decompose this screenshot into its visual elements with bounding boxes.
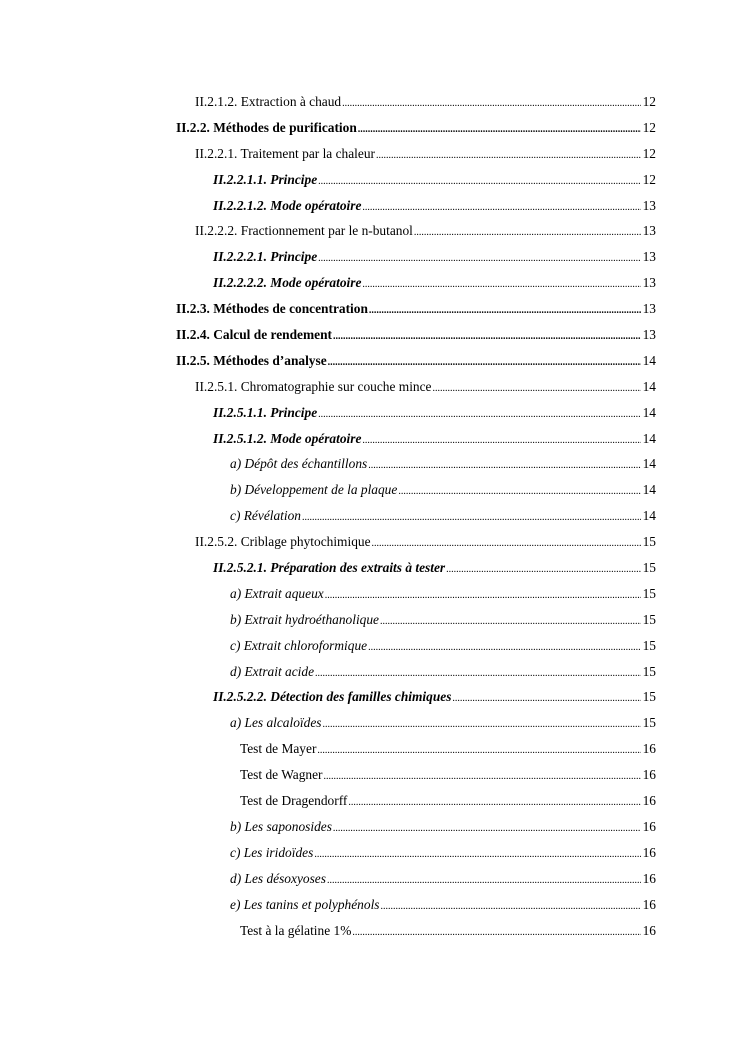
toc-entry-title: II.2.2.1.1. Principe: [213, 171, 318, 187]
toc-entry-title: II.2.5.2.1. Préparation des extraits à tester: [213, 560, 446, 576]
toc-entry-title: d) Les désoxyoses: [230, 870, 326, 886]
toc-entry[interactable]: [176, 167, 656, 193]
dot-leader: [362, 428, 640, 454]
dot-leader: [333, 324, 641, 350]
dot-leader: [328, 350, 641, 376]
dot-leader: [323, 712, 641, 738]
dot-leader: [327, 868, 641, 894]
toc-entry[interactable]: [176, 788, 656, 814]
dot-leader: [398, 479, 640, 505]
toc-entry-page: 14: [642, 404, 656, 420]
toc-entry[interactable]: [176, 710, 656, 736]
toc-entry-title: II.2.5.1. Chromatographie sur couche mince: [195, 378, 432, 394]
toc-entry-page: 12: [642, 94, 656, 109]
toc-entry[interactable]: [176, 762, 656, 788]
toc-entry-title: II.2.5.1.1. Principe: [213, 404, 318, 420]
dot-leader: [302, 505, 641, 531]
toc-entry[interactable]: [176, 218, 656, 244]
toc-entry-page: 16: [642, 818, 656, 834]
toc-entry-page: 13: [642, 275, 656, 291]
dot-leader: [317, 738, 640, 764]
toc-entry-title: Test à la gélatine 1%: [240, 922, 352, 938]
toc-entry-page: 16: [642, 844, 656, 860]
toc-entry[interactable]: [176, 244, 656, 270]
toc-entry-page: 15: [642, 534, 656, 550]
toc-entry[interactable]: [176, 322, 656, 348]
toc-entry-title: Test de Dragendorff: [240, 793, 348, 809]
toc-entry[interactable]: [176, 918, 656, 944]
toc-entry-page: 14: [642, 378, 656, 394]
toc-entry-title: II.2.1.2. Extraction à chaud: [195, 94, 342, 109]
dot-leader: [446, 557, 641, 583]
toc-entry-page: 15: [642, 611, 656, 627]
toc-entry-page: 15: [642, 637, 656, 653]
toc-entry[interactable]: [176, 892, 656, 918]
toc-entry-title: II.2.2.2.1. Principe: [213, 249, 318, 265]
dot-leader: [342, 91, 640, 117]
toc-entry[interactable]: [176, 503, 656, 529]
toc-entry-page: 13: [642, 301, 656, 317]
toc-entry-page: 13: [642, 223, 656, 239]
toc-entry-title: d) Extrait acide: [230, 663, 315, 679]
toc-entry[interactable]: [176, 374, 656, 400]
toc-entry-page: 12: [642, 171, 656, 187]
table-of-contents: [176, 89, 656, 943]
toc-entry-title: a) Les alcaloïdes: [230, 715, 322, 731]
toc-entry-title: II.2.2.2. Fractionnement par le n-butanol: [195, 223, 413, 239]
toc-entry[interactable]: [176, 348, 656, 374]
toc-entry-page: 16: [642, 767, 656, 783]
toc-entry[interactable]: [176, 477, 656, 503]
toc-entry-title: a) Dépôt des échantillons: [230, 456, 368, 472]
toc-entry[interactable]: [176, 684, 656, 710]
toc-entry[interactable]: [176, 814, 656, 840]
toc-entry-page: 13: [642, 197, 656, 213]
toc-entry-title: II.2.2.2.2. Mode opératoire: [213, 275, 362, 291]
toc-entry-title: II.2.5. Méthodes d’analyse: [176, 352, 327, 368]
toc-entry-title: c) Les iridoïdes: [230, 844, 314, 860]
toc-entry-page: 14: [642, 456, 656, 472]
toc-entry-title: b) Extrait hydroéthanolique: [230, 611, 380, 627]
dot-leader: [314, 842, 640, 868]
dot-leader: [315, 661, 641, 687]
toc-entry[interactable]: [176, 607, 656, 633]
toc-entry[interactable]: [176, 529, 656, 555]
toc-entry-title: II.2.2.1.2. Mode opératoire: [213, 197, 362, 213]
toc-entry-page: 16: [642, 793, 656, 809]
toc-entry-title: II.2.5.1.2. Mode opératoire: [213, 430, 362, 446]
toc-entry-page: 16: [642, 741, 656, 757]
toc-entry-title: II.2.2.1. Traitement par la chaleur: [195, 145, 375, 161]
toc-entry-page: 14: [642, 352, 656, 368]
dot-leader: [362, 195, 640, 221]
toc-entry-page: 14: [642, 430, 656, 446]
toc-entry-page: 12: [642, 145, 656, 161]
toc-entry-page: 12: [642, 119, 656, 135]
toc-entry-page: 15: [642, 689, 656, 705]
toc-entry-page: 16: [642, 870, 656, 886]
toc-entry-page: 16: [642, 896, 656, 912]
dot-leader: [368, 453, 640, 479]
dot-leader: [381, 894, 641, 920]
dot-leader: [362, 272, 640, 298]
toc-entry[interactable]: [176, 659, 656, 685]
toc-entry[interactable]: [176, 296, 656, 322]
toc-entry[interactable]: [176, 400, 656, 426]
dot-leader: [348, 790, 640, 816]
toc-entry-page: 14: [642, 508, 656, 524]
dot-leader: [324, 764, 641, 790]
dot-leader: [368, 635, 641, 661]
toc-entry-title: b) Les saponosides: [230, 818, 332, 834]
dot-leader: [380, 609, 641, 635]
toc-entry-title: a) Extrait aqueux: [230, 585, 324, 601]
toc-entry[interactable]: [176, 736, 656, 762]
dot-leader: [433, 376, 641, 402]
dot-leader: [352, 920, 640, 946]
toc-entry[interactable]: [176, 426, 656, 452]
toc-entry-title: II.2.5.2. Criblage phytochimique: [195, 534, 371, 550]
toc-entry-page: 15: [642, 585, 656, 601]
dot-leader: [376, 143, 641, 169]
toc-entry-title: II.2.2. Méthodes de purification: [176, 119, 357, 135]
toc-entry-title: e) Les tanins et polyphénols: [230, 896, 380, 912]
toc-entry-page: 14: [642, 482, 656, 498]
toc-entry-page: 15: [642, 560, 656, 576]
dot-leader: [333, 816, 641, 842]
toc-entry-page: 16: [642, 922, 656, 938]
toc-entry[interactable]: [176, 633, 656, 659]
dot-leader: [318, 169, 640, 195]
toc-entry-title: Test de Mayer: [240, 741, 317, 757]
toc-entry[interactable]: [176, 89, 656, 115]
toc-entry-page: 15: [642, 715, 656, 731]
toc-entry-title: Test de Wagner: [240, 767, 323, 783]
toc-entry-title: II.2.4. Calcul de rendement: [176, 327, 332, 343]
toc-entry[interactable]: [176, 115, 656, 141]
dot-leader: [318, 402, 640, 428]
toc-entry-title: b) Développement de la plaque: [230, 482, 398, 498]
toc-entry[interactable]: [176, 840, 656, 866]
dot-leader: [414, 220, 641, 246]
toc-entry[interactable]: [176, 141, 656, 167]
dot-leader: [325, 583, 641, 609]
toc-entry[interactable]: [176, 866, 656, 892]
dot-leader: [452, 686, 640, 712]
toc-entry[interactable]: [176, 581, 656, 607]
dot-leader: [358, 117, 641, 143]
toc-entry-title: II.2.5.2.2. Détection des familles chimiques: [213, 689, 452, 705]
toc-entry[interactable]: [176, 555, 656, 581]
toc-entry-title: II.2.3. Méthodes de concentration: [176, 301, 368, 317]
toc-entry-title: c) Extrait chloroformique: [230, 637, 368, 653]
dot-leader: [369, 298, 641, 324]
dot-leader: [318, 246, 640, 272]
toc-entry-title: c) Révélation: [230, 508, 302, 524]
toc-entry-page: 13: [642, 327, 656, 343]
toc-entry-page: 15: [642, 663, 656, 679]
toc-entry[interactable]: [176, 193, 656, 219]
toc-entry-page: 13: [642, 249, 656, 265]
dot-leader: [372, 531, 641, 557]
toc-entry[interactable]: [176, 451, 656, 477]
toc-entry[interactable]: [176, 270, 656, 296]
